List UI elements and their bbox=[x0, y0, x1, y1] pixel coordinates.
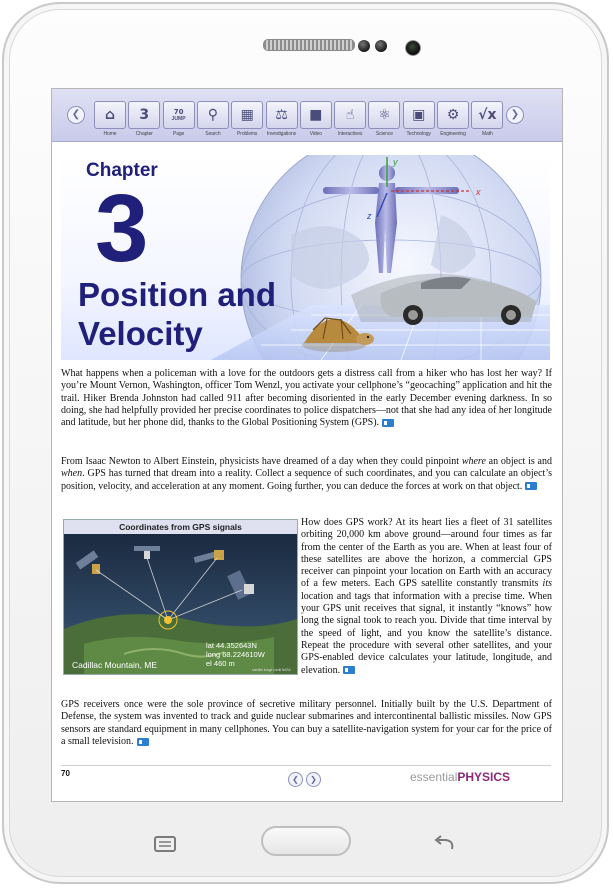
earpiece-speaker bbox=[263, 39, 355, 51]
back-arrow-icon bbox=[432, 834, 458, 854]
toolbar-glyph: ⚖ bbox=[275, 107, 288, 123]
recent-apps-icon bbox=[152, 834, 178, 854]
toolbar-chapter-button[interactable] bbox=[128, 101, 160, 137]
paragraph-2-when: when bbox=[61, 468, 83, 480]
home-button[interactable] bbox=[261, 826, 351, 856]
sqrt-icon bbox=[471, 101, 503, 129]
gps-longitude: long 68.224610W bbox=[206, 650, 265, 659]
paragraph-3-text-a: How does GPS work? At its heart lies a fleet of 31 satellites orbiting 20,000 km above ground—around four times as far from the center of the Earth as you are. When at least four of these satellites are above the horizon, a commercial GPS receiver can pinpoint your location on Earth with an accuracy of a few meters. Each GPS satellite constantly transmits bbox=[301, 517, 552, 590]
axis-y-label: y bbox=[393, 157, 398, 167]
calculator-icon bbox=[231, 101, 263, 129]
ebook-toolbar bbox=[52, 89, 562, 142]
paragraph-1-text: What happens when a policeman with a love for the outdoors gets a distress call from a hiker who has lost her way? If you’re Mount Vernon, Washington, officer Tom Wenzl, you activate your cellphone’s “geocaching” application and hit the trail. Hiker Brenda Johnston had called 911 after becoming disoriented in the early December evening darkness. In so doing, she had helpfully provided her precise coordinates to police dispatchers—not that she had any idea of her longitude and latitude, but her phone did, thanks to the Global Positioning System (GPS). bbox=[61, 368, 552, 429]
paragraph-4-text: GPS receivers once were the sole province of secretive military personnel. Initially built by the U.S. Department of Defense, the system was invented to track and guide nuclear submarines and intercontinental ballistic missiles. Now GPS sensors are standard equipment in many cellphones. You can buy a satellite-navigation system for your car for the price of a small television. bbox=[61, 699, 552, 747]
ebook-screen bbox=[51, 88, 563, 802]
toolbar-page-button[interactable] bbox=[163, 101, 195, 137]
atom-icon bbox=[368, 101, 400, 129]
toolbar-label: Problems bbox=[237, 131, 258, 137]
toolbar-video-button[interactable] bbox=[300, 101, 332, 137]
light-sensor bbox=[375, 40, 387, 52]
toolbar-glyph: ▦ bbox=[240, 107, 254, 123]
recent-apps-button[interactable] bbox=[152, 834, 178, 859]
toolbar-glyph-sub: JUMP bbox=[171, 115, 186, 122]
toolbar-label: Interactives bbox=[337, 131, 363, 137]
toolbar-glyph: ⚙ bbox=[446, 107, 460, 123]
toolbar-problems-button[interactable] bbox=[231, 101, 263, 137]
page-jump-icon bbox=[163, 101, 195, 129]
pendulum-icon bbox=[266, 101, 298, 129]
toolbar-label: Math bbox=[481, 131, 493, 137]
paragraph-2 bbox=[61, 456, 552, 493]
toolbar-label: Investigations bbox=[266, 131, 297, 137]
paragraph-3-text-b: location and tags that information with a precise time. When your GPS unit receives that signal, it instantly “knows” how long the signal took to reach you. Divide that time interval by the speed of light, and you know the satellite’s distance. Repeat the procedure with several other satellites, and your GPS-enabled device calculates your latitude, longitude, and elevation. bbox=[301, 590, 552, 676]
proximity-sensor bbox=[358, 40, 370, 52]
toolbar-home-button[interactable] bbox=[94, 101, 126, 137]
toolbar-engineering-button[interactable] bbox=[437, 101, 469, 137]
toolbar-science-button[interactable] bbox=[368, 101, 400, 137]
toolbar-label: Engineering bbox=[440, 131, 466, 137]
previous-arrow-icon[interactable]: ❮ bbox=[67, 106, 85, 124]
brand-logo bbox=[410, 770, 510, 784]
axis-z-label: z bbox=[367, 211, 372, 221]
figure-float-spacer bbox=[61, 517, 301, 675]
back-button[interactable] bbox=[432, 834, 458, 859]
paragraph-3-its: its bbox=[542, 578, 552, 590]
audio-speaker-icon[interactable] bbox=[137, 738, 149, 746]
toolbar-glyph: 70 bbox=[173, 107, 184, 116]
toolbar-search-button[interactable] bbox=[197, 101, 229, 137]
chapter-icon bbox=[128, 101, 160, 129]
chapter-number: 3 bbox=[95, 175, 149, 282]
chapter-banner bbox=[61, 155, 550, 360]
toolbar-label: Chapter bbox=[135, 131, 153, 137]
toolbar-glyph: ⌂ bbox=[104, 107, 116, 123]
axis-x-label: x bbox=[476, 187, 481, 197]
footer-divider bbox=[61, 765, 551, 766]
gps-elevation: el 460 m bbox=[206, 659, 235, 668]
next-arrow-icon[interactable]: ❯ bbox=[506, 106, 524, 124]
toolbar-glyph: ■ bbox=[309, 107, 323, 123]
toolbar-glyph: ⚛ bbox=[378, 107, 391, 123]
monitor-icon bbox=[403, 101, 435, 129]
footer-prev-icon[interactable]: ❮ bbox=[288, 772, 303, 787]
toolbar-technology-button[interactable] bbox=[403, 101, 435, 137]
brand-light: essential bbox=[410, 770, 458, 784]
toolbar-glyph: 3 bbox=[139, 107, 150, 123]
footer-next-icon[interactable]: ❯ bbox=[306, 772, 321, 787]
chapter-label: Chapter bbox=[86, 160, 158, 181]
home-icon bbox=[94, 101, 126, 129]
toolbar-glyph: ⚲ bbox=[207, 107, 219, 123]
toolbar-glyph: √x bbox=[478, 107, 497, 123]
brand-bold: PHYSICS bbox=[457, 770, 511, 784]
toolbar-label: Page bbox=[172, 131, 185, 137]
paragraph-3 bbox=[61, 517, 552, 677]
toolbar-label: Technology bbox=[406, 131, 431, 137]
paragraph-4 bbox=[61, 699, 552, 748]
touch-hand-icon bbox=[334, 101, 366, 129]
gps-location-name: Cadillac Mountain, ME bbox=[72, 660, 158, 670]
toolbar-label: Video bbox=[309, 131, 322, 137]
gps-image-credit: satellite image credit NASA bbox=[252, 668, 291, 672]
front-camera bbox=[405, 40, 421, 56]
toolbar-label: Search bbox=[205, 131, 221, 137]
search-icon bbox=[197, 101, 229, 129]
chapter-title-line2: Velocity bbox=[78, 315, 203, 352]
toolbar-investigations-button[interactable] bbox=[266, 101, 298, 137]
toolbar-label: Home bbox=[103, 131, 117, 137]
page-number: 70 bbox=[61, 769, 70, 778]
audio-speaker-icon[interactable] bbox=[525, 482, 537, 490]
gears-icon bbox=[437, 101, 469, 129]
toolbar-glyph: ▣ bbox=[412, 107, 426, 123]
audio-speaker-icon[interactable] bbox=[343, 666, 355, 674]
toolbar-math-button[interactable] bbox=[471, 101, 503, 137]
video-camera-icon bbox=[300, 101, 332, 129]
paragraph-2-text-a: From Isaac Newton to Albert Einstein, physicists have dreamed of a day when they could pinpoint bbox=[61, 456, 462, 467]
gps-latitude: lat 44.352643N bbox=[206, 641, 257, 650]
paragraph-2-text-c: . GPS has turned that dream into a reality. Collect a sequence of such coordinates, and you can calculate an object’s position, velocity, and acceleration at any moment. Going further, you can deduce the forces at work on that object. bbox=[61, 468, 552, 492]
toolbar-label: Science bbox=[375, 131, 393, 137]
toolbar-glyph: ☝ bbox=[345, 107, 355, 123]
paragraph-2-text-b: an object is and bbox=[485, 456, 552, 467]
paragraph-2-where: where bbox=[461, 456, 486, 467]
toolbar-interactives-button[interactable] bbox=[334, 101, 366, 137]
audio-speaker-icon[interactable] bbox=[382, 419, 394, 427]
paragraph-1 bbox=[61, 368, 552, 429]
gps-figure-title: Coordinates from GPS signals bbox=[64, 520, 297, 534]
chapter-title-line1: Position and bbox=[78, 276, 276, 313]
